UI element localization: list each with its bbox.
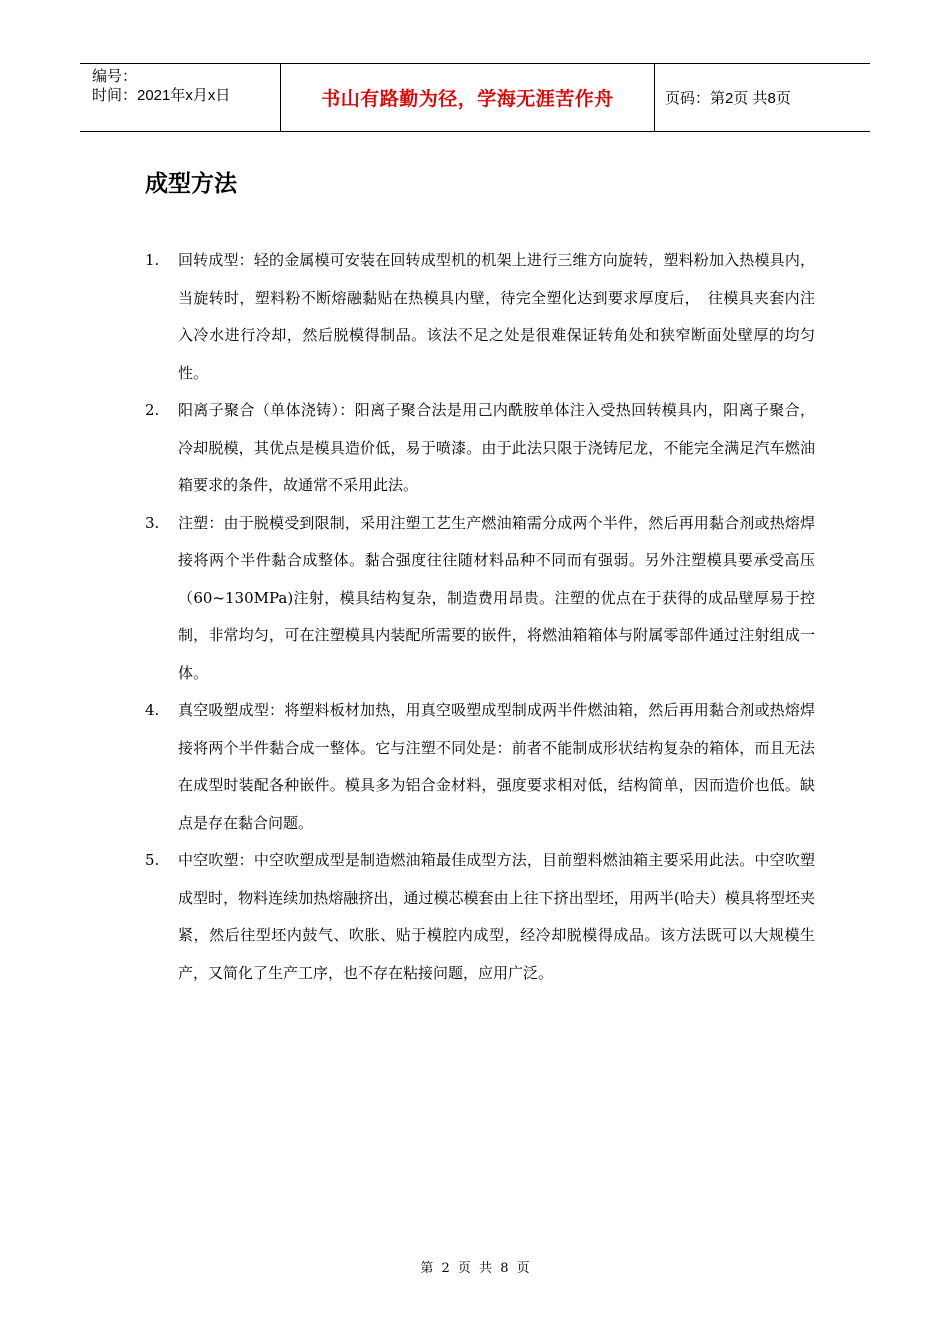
list-item-text: 中空吹塑：中空吹塑成型是制造燃油箱最佳成型方法，目前塑料燃油箱主要采用此法。中空吹塑成型时，物料连续加热熔融挤出，通过模芯模套由上往下挤出型坯，用两半(哈夫）模具将型坯夹紧，然后往型坯内鼓气、吹胀、贴于模腔内成型，经冷却脱模得成品。该方法既可以大规模生产，又简化了生产工序，也不存在粘接问题，应用广泛。 <box>178 851 815 982</box>
list-item <box>145 242 815 392</box>
list-item-text: 注塑：由于脱模受到限制，采用注塑工艺生产燃油箱需分成两个半件，然后再用黏合剂或热熔焊接将两个半件黏合成整体。黏合强度往往随材料品种不同而有强弱。另外注塑模具要承受高压（60~130MPa)注射，模具结构复杂，制造费用昂贵。注塑的优点在于获得的成品壁厚易于控制，非常均匀，可在注塑模具内装配所需要的嵌件，将燃油箱箱体与附属零部件通过注射组成一体。 <box>178 513 815 682</box>
list-item-text: 回转成型：轻的金属模可安装在回转成型机的机架上进行三维方向旋转，塑料粉加入热模具内，当旋转时，塑料粉不断熔融黏贴在热模具内壁，待完全塑化达到要求厚度后， 往模具夹套内注入冷水进行冷却，然后脱模得制品。该法不足之处是很难保证转角处和狭窄断面处壁厚的均匀性。 <box>178 251 815 382</box>
list-item <box>145 392 815 505</box>
list-item-text: 阳离子聚合（单体浇铸）：阳离子聚合法是用己内酰胺单体注入受热回转模具内，阳离子聚合，冷却脱模，其优点是模具造价低，易于喷漆。由于此法只限于浇铸尼龙，不能完全满足汽车燃油箱要求的条件，故通常不采用此法。 <box>178 401 815 494</box>
list-item-number: 5. <box>145 851 160 869</box>
list-item-text: 真空吸塑成型：将塑料板材加热，用真空吸塑成型制成两半件燃油箱，然后再用黏合剂或热熔焊接将两个半件黏合成一整体。它与注塑不同处是：前者不能制成形状结构复杂的箱体，而且无法在成型时装配各种嵌件。模具多为铝合金材料，强度要求相对低，结构简单，因而造价也低。缺点是存在黏合问题。 <box>178 701 815 832</box>
document-time-label: 时间：2021年x月x日 <box>92 87 231 104</box>
list-item-number: 1. <box>145 251 160 269</box>
page-footer: 第 2 页 共 8 页 <box>420 1261 530 1276</box>
header-page-info: 页码：第2页 共8页 <box>665 90 791 107</box>
list-item-number: 4. <box>145 701 160 719</box>
list-item <box>145 842 815 992</box>
header-motto: 书山有路勤为径，学海无涯苦作舟 <box>281 64 655 131</box>
list-item-number: 2. <box>145 401 160 419</box>
list-item-number: 3. <box>145 513 160 532</box>
list-item <box>145 692 815 842</box>
method-list <box>145 242 815 992</box>
page-header <box>80 63 870 132</box>
document-number-label: 编号： <box>92 68 138 85</box>
page-title: 成型方法 <box>145 171 237 197</box>
header-meta <box>80 64 281 131</box>
list-item <box>145 505 815 693</box>
